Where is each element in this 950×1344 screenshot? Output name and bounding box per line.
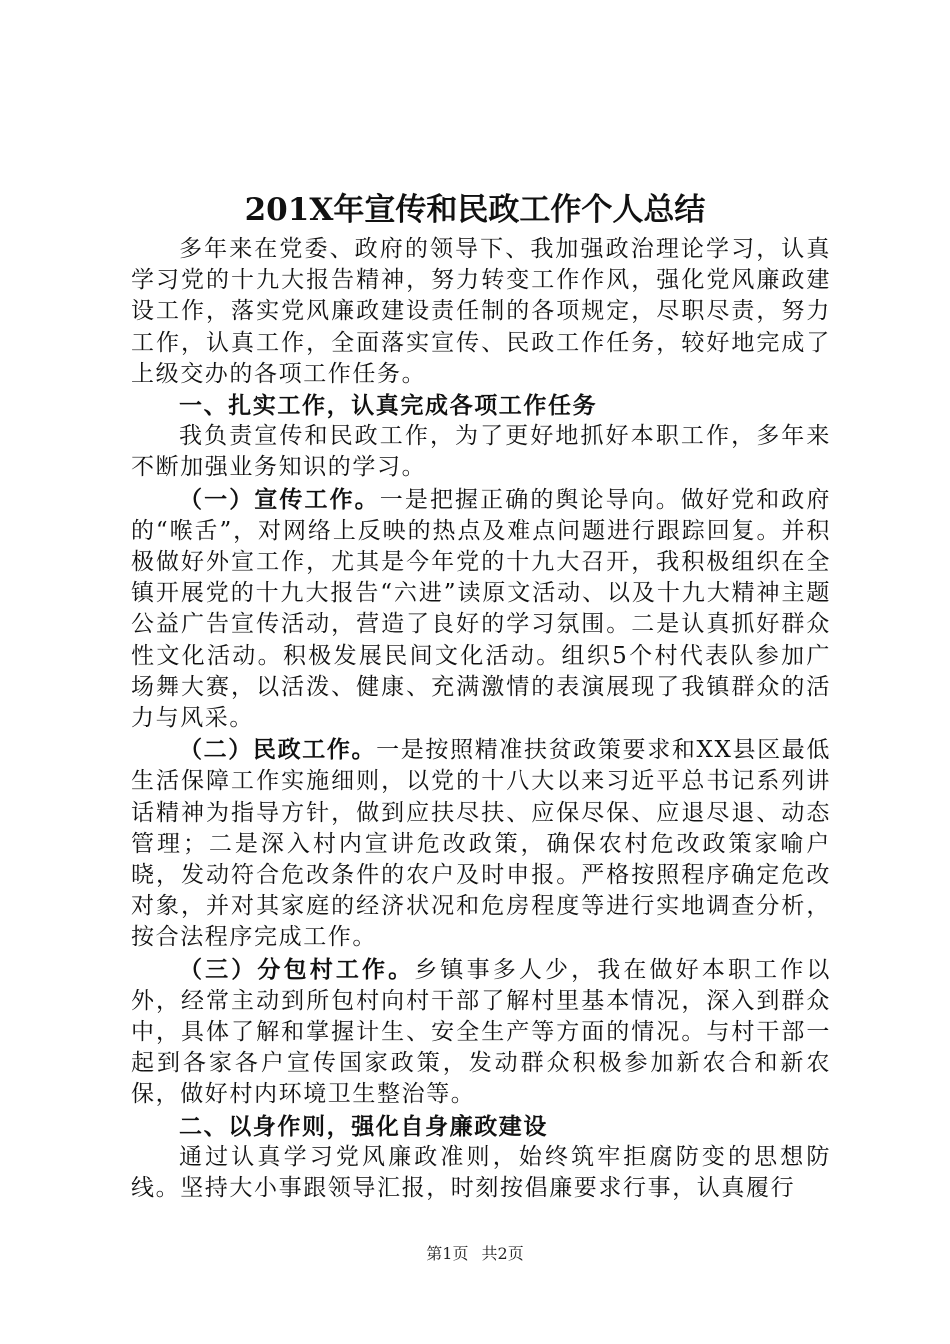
page-footer (0, 1242, 950, 1266)
item-label-publicity: （一）宣传工作。 (179, 485, 380, 513)
item-text-publicity: 一是把握正确的舆论导向。做好党和政府的“喉舌”，对网络上反映的热点及难点问题进行跟踪回复。并积极做好外宣工作，尤其是今年党的十九大召开，我积极组织在全镇开展党的十九大报告“六进”读原文活动、以及十九大精神主题公益广告宣传活动，营造了良好的学习氛围。二是认真抓好群众性文化活动。积极发展民间文化活动。组织5个村代表队参加广场舞大赛，以活泼、健康、充满激情的表演展现了我镇群众的活力与风采。 (131, 486, 831, 732)
item-paragraph-publicity (131, 484, 831, 735)
document-title: 201X年宣传和民政工作个人总结 (244, 192, 706, 228)
item-text-village-work: 乡镇事多人少，我在做好本职工作以外，经常主动到所包村向村干部了解村里基本情况，深入到群众中，具体了解和掌握计生、安全生产等方面的情况。与村干部一起到各家各户宣传国家政策，发动群众积极参加新农合和新农保，做好村内环境卫生整治等。 (131, 956, 831, 1108)
section1-lead-paragraph: 我负责宣传和民政工作，为了更好地抓好本职工作，多年来不断加强业务知识的学习。 (131, 423, 831, 481)
intro-paragraph: 多年来在党委、政府的领导下、我加强政治理论学习，认真学习党的十九大报告精神，努力转变工作作风，强化党风廉政建设工作，落实党风廉政建设责任制的各项规定，尽职尽责，努力工作，认真工作，全面落实宣传、民政工作任务，较好地完成了上级交办的各项工作任务。 (131, 236, 831, 387)
section2-paragraph: 通过认真学习党风廉政准则，始终筑牢拒腐防变的思想防线。坚持大小事跟领导汇报，时刻按倡廉要求行事，认真履行 (131, 1143, 831, 1202)
page-total: 共2页 (481, 1244, 524, 1263)
item-paragraph-village-work (131, 954, 831, 1111)
item-text-civil-affairs: 一是按照精准扶贫政策要求和XX县区最低生活保障工作实施细则，以党的十八大以来习近平总书记系列讲话精神为指导方针，做到应扶尽扶、应保尽保、应退尽退、动态管理；二是深入村内宣讲危改政策，确保农村危改政策家喻户晓，发动符合危改条件的农户及时申报。严格按照程序确定危改对象，并对其家庭的经济状况和危房程度等进行实地调查分析，按合法程序完成工作。 (131, 737, 831, 951)
section-heading-2: 二、以身作则，强化自身廉政建设 (179, 1112, 548, 1140)
document-body (131, 234, 831, 1204)
item-paragraph-civil-affairs (131, 734, 831, 953)
item-label-civil-affairs: （二）民政工作。 (179, 736, 377, 764)
section-heading-1: 一、扎实工作，认真完成各项工作任务 (179, 392, 598, 420)
item-label-village-work: （三）分包村工作。 (179, 955, 415, 983)
page-number: 第1页 (426, 1244, 469, 1263)
